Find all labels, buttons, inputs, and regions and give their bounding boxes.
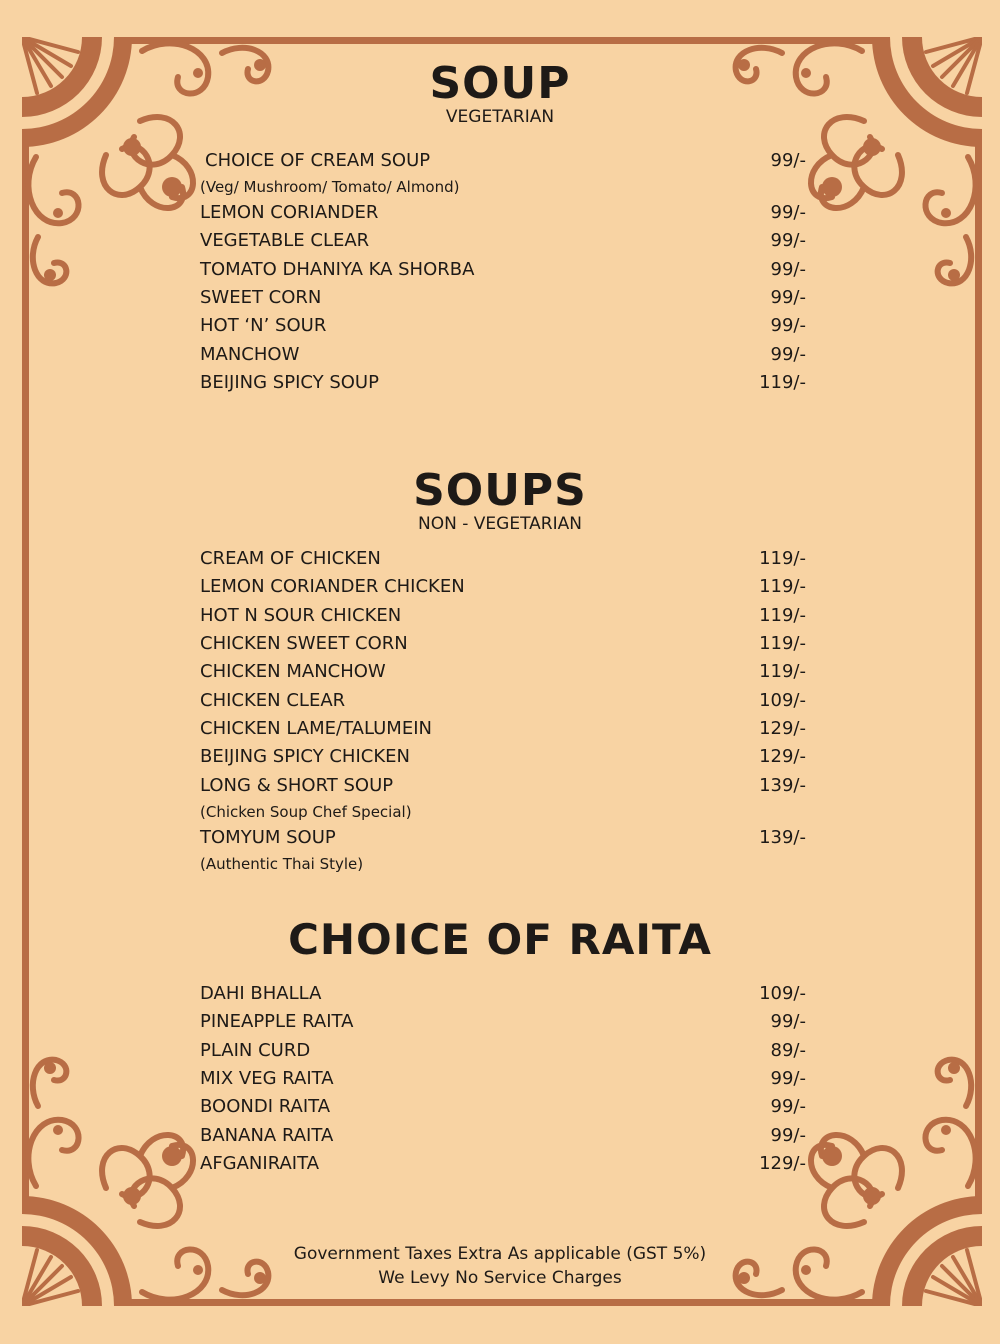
menu-item (200, 743, 806, 771)
item-price: 99/- (770, 1096, 806, 1117)
item-price: 99/- (770, 259, 806, 280)
item-name: HOT N SOUR CHICKEN (200, 605, 402, 626)
item-price: 99/- (770, 150, 806, 171)
menu-item (200, 147, 806, 175)
menu-item (200, 824, 806, 852)
item-price: 109/- (759, 690, 806, 711)
item-price: 99/- (770, 287, 806, 308)
item-name: PLAIN CURD (200, 1040, 311, 1061)
item-name: MANCHOW (200, 344, 300, 365)
item-note: (Veg/ Mushroom/ Tomato/ Almond) (200, 178, 460, 196)
menu-item (200, 1093, 806, 1121)
item-note: (Authentic Thai Style) (200, 855, 364, 873)
item-name: CHICKEN LAME/TALUMEIN (200, 718, 432, 739)
menu-item (200, 658, 806, 686)
menu-item (200, 256, 806, 284)
item-name: SWEET CORN (200, 287, 322, 308)
item-name: BANANA RAITA (200, 1125, 334, 1146)
menu-item (200, 980, 806, 1008)
menu-item (200, 1037, 806, 1065)
menu-item (200, 573, 806, 601)
tax-note: Government Taxes Extra As applicable (GST 5%) (293, 1244, 707, 1264)
item-name: CHICKEN CLEAR (200, 690, 346, 711)
menu-item (200, 687, 806, 715)
nonveg-soup-title: SOUPS (413, 465, 587, 516)
item-price: 99/- (770, 315, 806, 336)
menu-item (200, 715, 806, 743)
item-name: AFGANIRAITA (200, 1153, 320, 1174)
item-price: 109/- (759, 983, 806, 1004)
menu-item (200, 545, 806, 573)
item-name: BEIJING SPICY CHICKEN (200, 746, 410, 767)
menu-item (200, 369, 806, 397)
raita-title: CHOICE OF RAITA (288, 915, 712, 964)
menu-item (200, 1065, 806, 1093)
item-name: BOONDI RAITA (200, 1096, 331, 1117)
menu-item (200, 1122, 806, 1150)
item-name: CHICKEN MANCHOW (200, 661, 386, 682)
nonveg-soup-subtitle: NON - VEGETARIAN (418, 514, 582, 534)
item-price: 99/- (770, 344, 806, 365)
veg-soup-subtitle: VEGETARIAN (445, 107, 555, 127)
item-name: LEMON CORIANDER CHICKEN (200, 576, 465, 597)
item-price: 119/- (759, 661, 806, 682)
item-name: TOMYUM SOUP (200, 827, 336, 848)
item-name: TOMATO DHANIYA KA SHORBA (200, 259, 475, 280)
item-name: LONG & SHORT SOUP (200, 775, 394, 796)
item-name: LEMON CORIANDER (200, 202, 379, 223)
item-price: 99/- (770, 230, 806, 251)
menu-item (200, 1008, 806, 1036)
service-note: We Levy No Service Charges (378, 1268, 622, 1288)
menu-item (200, 772, 806, 800)
item-name: DAHI BHALLA (200, 983, 322, 1004)
item-name: HOT ‘N’ SOUR (200, 315, 327, 336)
item-price: 129/- (759, 746, 806, 767)
item-name: MIX VEG RAITA (200, 1068, 334, 1089)
item-price: 99/- (770, 1011, 806, 1032)
item-price: 119/- (759, 372, 806, 393)
item-name: BEIJING SPICY SOUP (200, 372, 379, 393)
item-name: CHICKEN SWEET CORN (200, 633, 408, 654)
item-price: 89/- (770, 1040, 806, 1061)
menu-item (200, 284, 806, 312)
item-name: CREAM OF CHICKEN (200, 548, 381, 569)
item-price: 119/- (759, 548, 806, 569)
item-price: 99/- (770, 1125, 806, 1146)
menu-item (200, 1150, 806, 1178)
item-price: 129/- (759, 1153, 806, 1174)
menu-item (200, 227, 806, 255)
veg-soup-title: SOUP (429, 58, 571, 109)
item-price: 99/- (770, 202, 806, 223)
menu-item (200, 630, 806, 658)
menu-item (200, 312, 806, 340)
item-price: 119/- (759, 576, 806, 597)
menu-item (200, 199, 806, 227)
item-price: 139/- (759, 827, 806, 848)
item-price: 119/- (759, 605, 806, 626)
menu-item (200, 602, 806, 630)
item-name: PINEAPPLE RAITA (200, 1011, 354, 1032)
item-name: VEGETABLE CLEAR (200, 230, 370, 251)
item-name: CHOICE OF CREAM SOUP (205, 150, 431, 171)
item-price: 129/- (759, 718, 806, 739)
item-price: 119/- (759, 633, 806, 654)
item-note: (Chicken Soup Chef Special) (200, 803, 412, 821)
item-price: 99/- (770, 1068, 806, 1089)
menu-item (200, 341, 806, 369)
item-price: 139/- (759, 775, 806, 796)
